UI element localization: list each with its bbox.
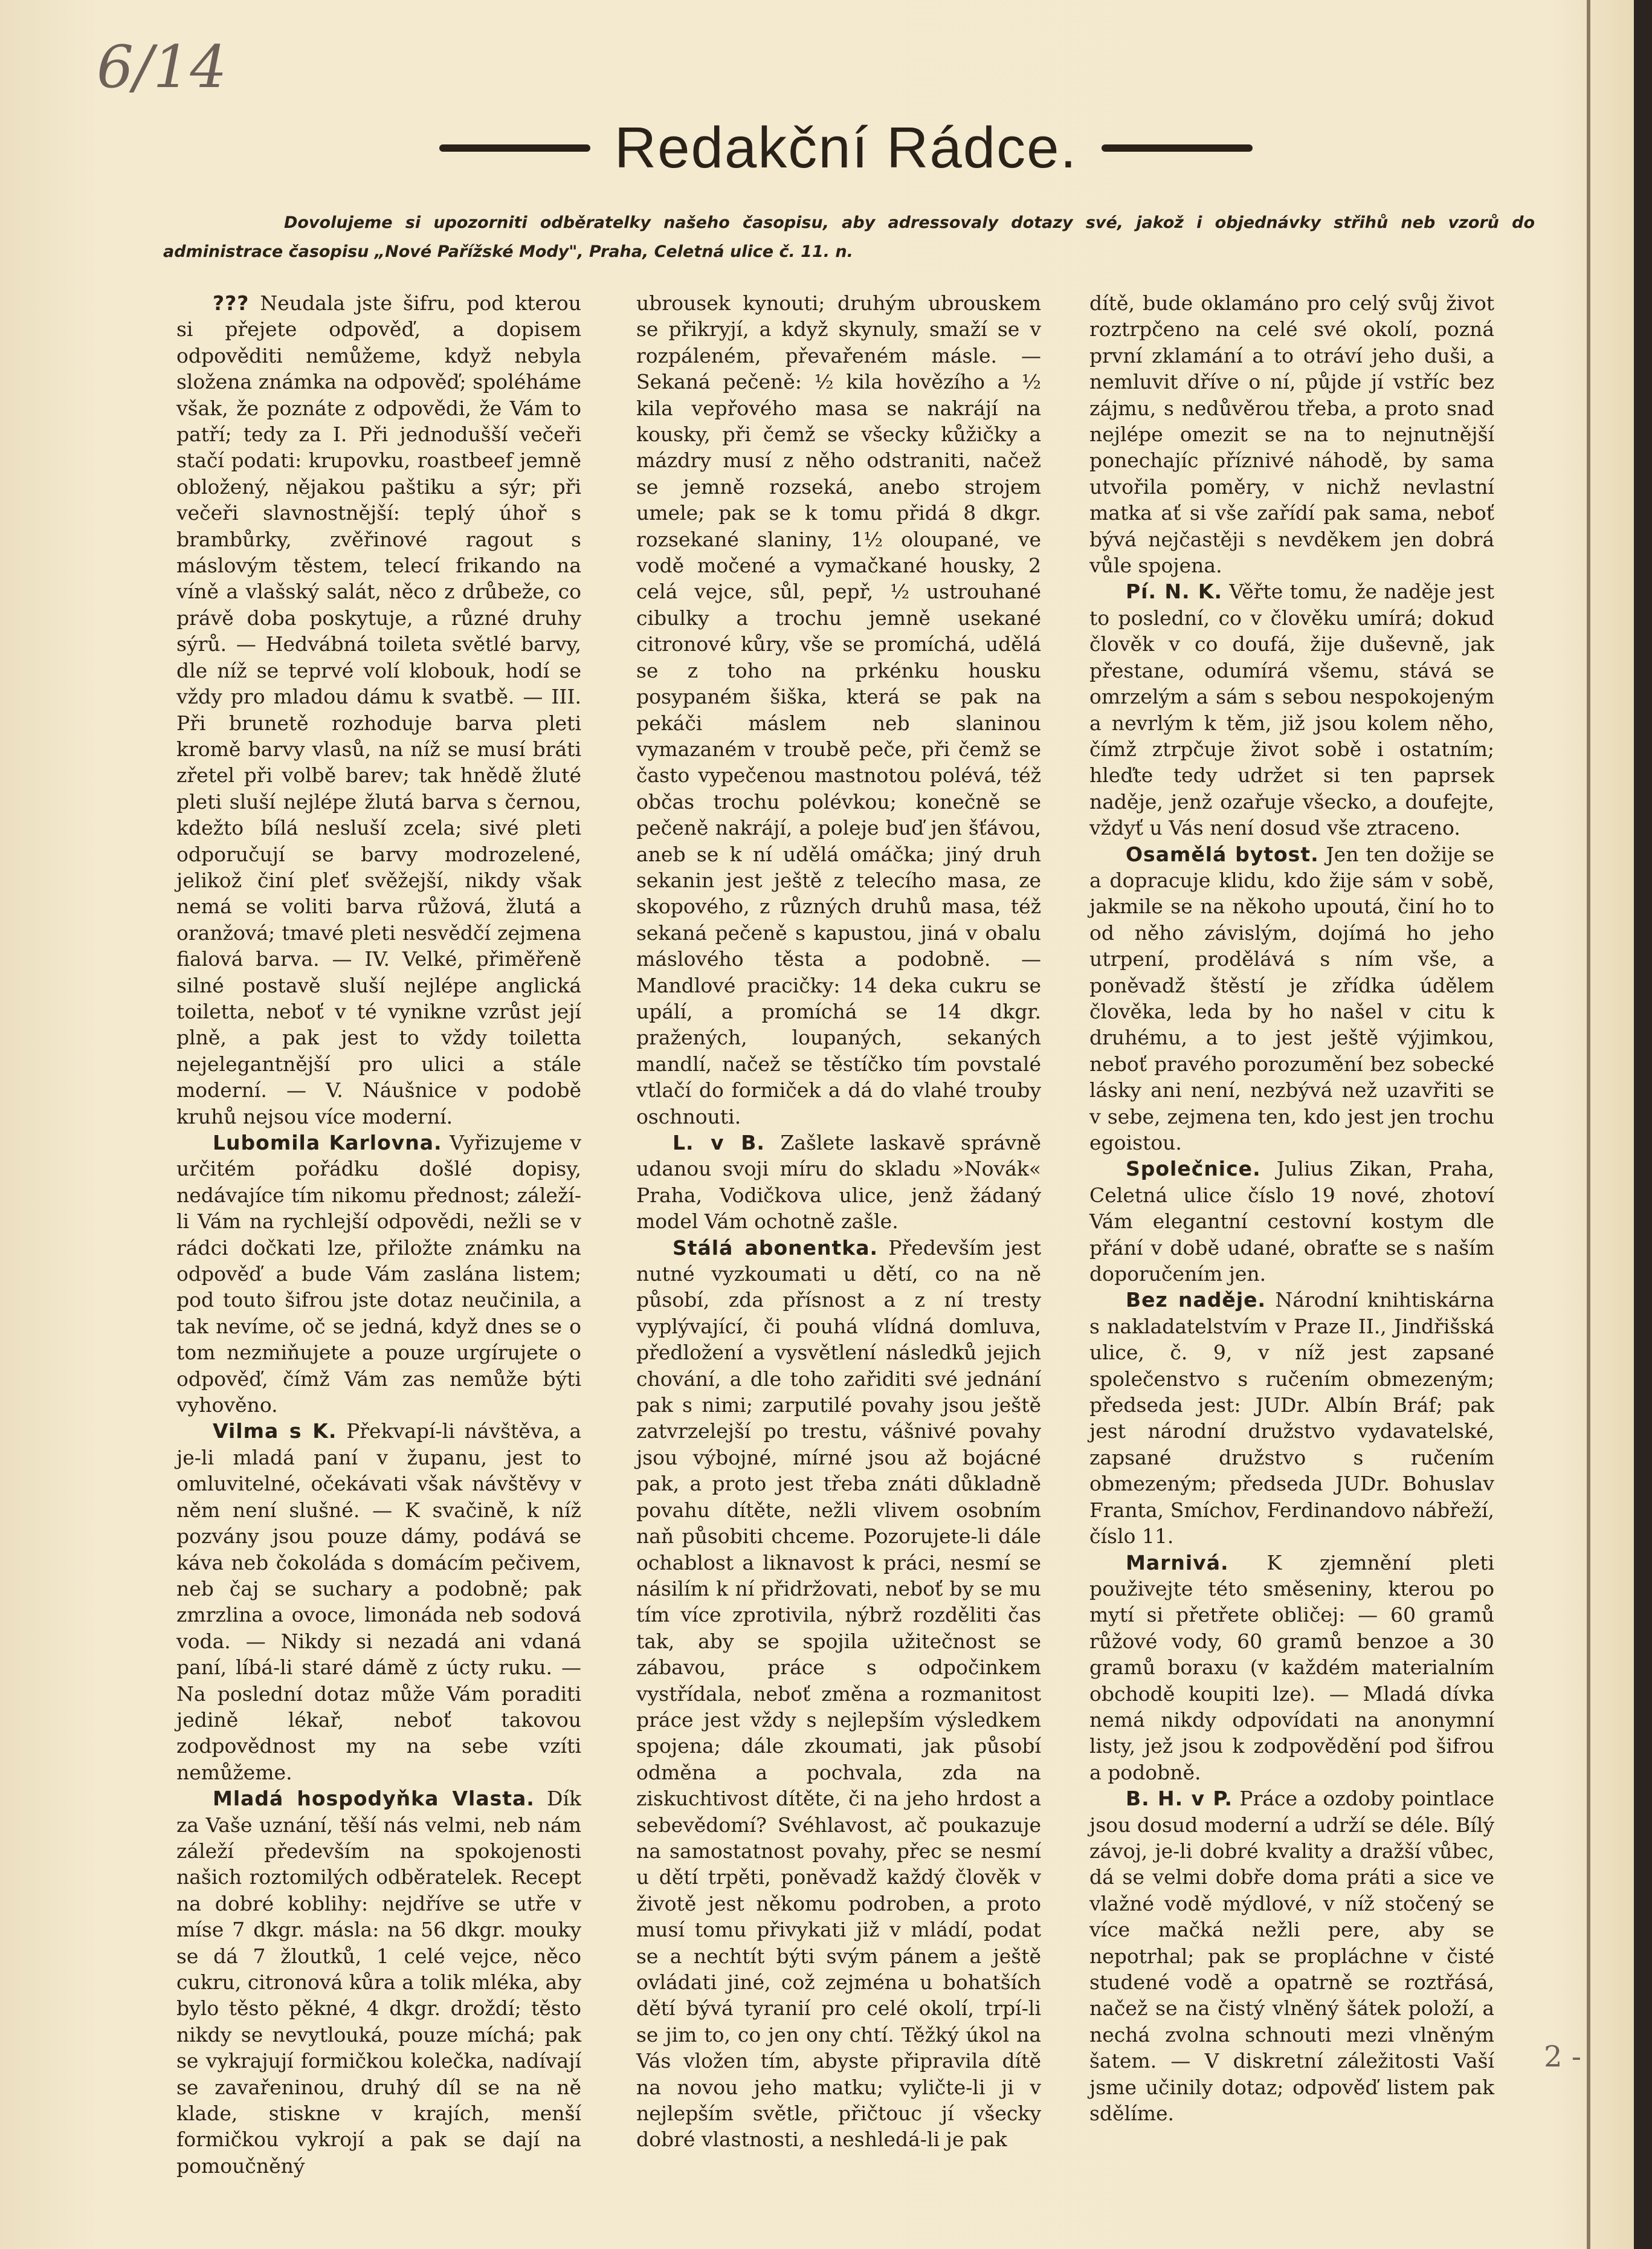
entry-text: Národní knihtiskárna s nakladatelstvím v Praze II., Jindřišská ulice, č. 9, v níž jest zapsané společenstvo s ručením obmezeným; předseda jest: JUDr. Albín Bráf; pak jest národní družstvo vydavatelské, zapsané družstvo s ručením obmezeným; předseda JUDr. Bohuslav Franta, Smíchov, Ferdinandovo nábřeží, číslo 11. [1089, 1288, 1495, 1548]
column-2 [636, 290, 1041, 2153]
handwritten-note: 6/14 [97, 33, 227, 101]
entry-name: Marnivá. [1126, 1550, 1229, 1574]
entry-name: Pí. N. K. [1126, 580, 1222, 604]
entry-text: Především jest nutné vyzkoumati u dětí, co na ně působí, zda přísnost a z ní tresty vyplývající, či pouhá vlídná domluva, předložení a vysvětlení následků jejich chování, a dle toho zařiditi své jednání pak s nimi; zarputilé povahy jsou ještě zatvrzelejší po trestu, vášnivé povahy jsou výbojné, mírné jsou až bojácné pak, a proto jest třeba znáti důkladně povahu dítěte, nežli vlivem osobním naň působiti chceme. Pozorujete-li dále ochablost a liknavost k práci, nesmí se násilím k ní přidržovati, neboť by se mu tím více zprotivila, nýbrž rozděliti čas tak, aby se spojila užitečnost se zábavou, práce s odpočinkem vystřídala, neboť změna a rozmanitost práce jest vždy s nejlepším výsledkem spojena; dále zkoumati, jak působí odměna a pochvala, zda na ziskuchtivost dítěte, či na jeho hrdost a sebevědomí? Svéhlavost, ač poukazuje na samostatnost povahy, přec se nesmí u dětí trpěti, poněvadž každý člověk v životě jest někomu podroben, a proto musí tomu přivykati již v mládí, podat se a nechtít býti svým pánem a ještě ovládati jiné, což zejména u bohatších dětí bývá tyranií pro celé okolí, trpí-li se jim to, co jen ony chtí. Těžký úkol na Vás vložen tím, abyste připravila dítě na novou jeho matku; vyličte-li ji v nejlepším světle, přičtouc jí všecky dobré vlastnosti, a neshledá-li je pak [636, 1235, 1041, 2152]
entry [636, 1130, 1041, 1235]
entry [1089, 1550, 1494, 1786]
entry [176, 290, 581, 1130]
entry-text: Julius Zikan, Praha, Celetná ulice číslo 19 nové, zhotoví Vám elegantní cestovní kostym dle přání v době udané, obraťte se s naším doporučením jen. [1089, 1157, 1494, 1286]
entry [1089, 290, 1494, 578]
page-edge-line [1587, 0, 1590, 2249]
entry [1089, 1287, 1494, 1549]
entry [176, 1418, 581, 1785]
entry [1089, 841, 1494, 1156]
entry [636, 1235, 1041, 2153]
entry-name: Lubomila Karlovna. [213, 1131, 442, 1154]
entry-name: Společnice. [1126, 1157, 1261, 1181]
entry-name: Osamělá bytost. [1126, 842, 1319, 866]
entry-name: Vilma s K. [213, 1419, 337, 1443]
entry [1089, 578, 1494, 841]
entry-name: B. H. v P. [1126, 1787, 1233, 1811]
entry-text: Práce a ozdoby pointlace jsou dosud moderní a udrží se déle. Bílý závoj, je-li dobré kvality a dražší vůbec, dá se velmi dobře doma práti a sice ve vlažné vodě mýdlové, v níž stočený se více mačká nežli pere, aby se nepotrhal; pak se propláchne v čisté studené vodě a opatrně se roztřásá, načež se na čistý vlněný šátek položí, a nechá zvolna schnouti mezi vlněným šatem. — V diskretní záležitosti Vaší jsme učinily dotaz; odpověď listem pak sdělíme. [1089, 1787, 1495, 2126]
entry-text: ubrousek kynouti; druhým ubrouskem se přikryjí, a když skynuly, smaží se v rozpáleném, převařeném másle. — Sekaná pečeně: ½ kila hovězího a ½ kila vepřového masa se nakrájí na kousky, při čemž se všecky kůžičky a mázdry musí z něho odstraniti, načež se jemně rozseká, anebo strojem umele; pak se k tomu přidá 8 dkgr. rozsekané slaniny, 1½ oloupané, ve vodě močené a vymačkané housky, 2 celá vejce, sůl, pepř, ½ ustrouhané cibulky a trochu jemně usekané citronové kůry, vše se promíchá, udělá se z toho na prkénku housku posypaném šiška, která se pak na pekáči máslem neb slaninou vymazaném v troubě peče, při čemž se často vypečenou mastnotou polévá, též občas trochu polévkou; konečně se pečeně nakrájí, a poleje buď jen šťávou, aneb se k ní udělá omáčka; jiný druh sekanin jest ještě z telecího masa, ze skopového, z různých druhů masa, též sekaná pečeně s kapustou, jiná v obalu máslového těsta a podobně. — Mandlové pracičky: 14 deka cukru se upálí, a promíchá se 14 dkgr. pražených, loupaných, sekaných mandlí, načež se těstíčko tím povstalé vtlačí do formiček a dá do vlahé trouby oschnouti. [636, 291, 1041, 1128]
entry [1089, 1156, 1494, 1287]
scan-border [1634, 0, 1652, 2249]
entry-text: Jen ten dožije se a dopracuje klidu, kdo žije sám v sobě, jakmile se na někoho upoutá, činí ho to od něho závislým, dojímá ho jeho utrpení, prodělává s ním vše, a poněvadž štěstí je zřídka údělem člověka, leda by ho našel v citu k druhému, a to jest ještě výjimkou, neboť pravého porozumění bez sobecké lásky ani není, nezbývá než uzavřiti se v sebe, zejmena ten, kdo jest jen trochu egoistou. [1089, 842, 1495, 1154]
page-title: Redakční Rádce. [614, 115, 1078, 180]
entry-name: L. v B. [673, 1131, 765, 1154]
entry-name: ??? [213, 291, 250, 315]
entry-text: Dík za Vaše uznání, těší nás velmi, neb nám záleží především na spokojenosti našich roztomilých odběratelek. Recept na dobré koblihy: nejdříve se utře v míse 7 dkgr. másla: na 56 dkgr. mouky se dá 7 žloutků, 1 celé vejce, něco cukru, citronová kůra a tolik mléka, aby bylo těsto pěkné, 4 dkgr. droždí; těsto nikdy se nevytlouká, pouze míchá; pak se vykrajují formičkou kolečka, nadívají se zavařeninou, druhý díl se na ně klade, stiskne v krajích, menší formičkou vykrojí a pak se dají na pomoučněný [176, 1787, 581, 2178]
entry [636, 290, 1041, 1130]
entry [1089, 1785, 1494, 2126]
entry [176, 1130, 581, 1418]
margin-pencil-mark: 2 - [1544, 2040, 1582, 2074]
entry-name: Bez naděje. [1126, 1288, 1266, 1312]
column-3 [1089, 290, 1494, 2126]
entry-name: Mladá hospodyňka Vlasta. [213, 1787, 535, 1811]
entry-text: K zjemnění pleti použivejte této směseniny, kterou po mytí si přetřete obličej: — 60 gramů růžové vody, 60 gramů benzoe a 30 gramů boraxu (v každém materialním obchodě koupiti lze). — Mladá dívka nemá nikdy odpovídati na anonymní listy, jež jsou k zodpovědění pod šifrou a podobně. [1089, 1550, 1495, 1784]
entry-text: Vyřizujeme v určitém pořádku došlé dopisy, nedávajíce tím nikomu přednost; záleží-li Vám na rychlejší odpovědi, nežli se v rádci dočkati lze, přiložte známku na odpověď a bude Vám zaslána listem; pod touto šifrou jste dotaz neučinila, a tak nevíme, oč se jedná, když dnes se o tom nezmiňujete a pouze urgírujete o odpověď, čímž Vám zas nemůže býti vyhověno. [176, 1131, 581, 1417]
entry-text: Zašlete laskavě správně udanou svoji míru do skladu »Novák« Praha, Vodičkova ulice, jenž žádaný model Vám ochotně zašle. [636, 1131, 1041, 1234]
title-rule-right [1102, 144, 1253, 152]
entry-name: Stálá abonentka. [673, 1235, 879, 1260]
entry-text: Věřte tomu, že naděje jest to poslední, co v člověku umírá; dokud člověk v co doufá, žije duševně, jak přestane, odumírá všemu, stává se omrzelým a sám s sebou nespokojeným a nevrlým k těm, již jsou kolem něho, čímž ztrpčuje život sobě i ostatním; hleďte tedy udržet si ten paprsek naděje, jenž ozařuje všecko, a doufejte, vždyť u Vás není dosud vše ztraceno. [1089, 580, 1494, 840]
entry-text: dítě, bude oklamáno pro celý svůj život roztrpčeno na celé své okolí, pozná první zklamání a to otráví jeho duši, a nemluvit dříve o ní, půjde jí vstříc bez zájmu, s nedůvěrou třeba, a proto snad nejlépe omezit se na to nejnutnější ponechajíc příznivé náhodě, by sama utvořila poměry, v nichž nevlastní matka ať si vše zařídí pak sama, neboť bývá nejčastěji s nevděkem jen dobrá vůle spojena. [1089, 291, 1494, 578]
entry-text: Neudala jste šifru, pod kterou si přejete odpověď, a dopisem odpověditi nemůžeme, když nebyla složena známka na odpověď; spoléháme však, že poznáte z odpovědi, že Vám to patří; tedy za I. Při jednodušší večeři stačí podati: krupovku, roastbeef jemně obložený, nějakou paštiku a sýr; při večeři slavnostnější: teplý úhoř s brambůrky, zvěřinové ragout s máslovým těstem, telecí frikando na víně a vlašský salát, něco z drůbeže, co právě doba poskytuje, a různé druhy sýrů. — Hedvábná toileta světlé barvy, dle níž se teprvé volí klobouk, hodí se vždy pro mladou dámu k svatbě. — III. Při brunetě rozhoduje barva pleti kromě barvy vlasů, na níž se musí bráti zřetel při volbě barev; tak hnědě žluté pleti sluší nejlépe žlutá barva s černou, kdežto bílá nesluší zcela; sivé pleti odporučují se barvy modrozelené, jelikož činí pleť svěžejší, nikdy však nemá se voliti barva růžová, žlutá a oranžová; tmavé pleti nesvědčí zejmena fialová barva. — IV. Velké, přiměřeně silné postavě sluší nejlépe anglická toiletta, neboť v té vynikne vzrůst její plně, a pak jest to vždy toiletta nejelegantnější pro ulici a stále moderní. — V. Náušnice v podobě kruhů nejsou více moderní. [176, 291, 581, 1128]
column-1 [176, 290, 581, 2179]
entry [176, 1785, 581, 2179]
title-rule-left [439, 144, 590, 152]
entry-text: Překvapí-li návštěva, a je-li mladá paní v županu, jest to omluvitelné, očekávati však návštěvy v něm není slušné. — K svačině, k níž pozvány jsou pouze dámy, podává se káva neb čokoláda s domácím pečivem, neb čaj se suchary a podobně; pak zmrzlina a ovoce, limonáda neb sodová voda. — Nikdy si nezadá ani vdaná paní, líbá-li staré dámě z úcty ruku. — Na poslední dotaz může Vám poraditi jedině lékař, neboť takovou zodpovědnost my na sebe vzíti nemůžeme. [176, 1419, 581, 1784]
intro-notice: Dovolujeme si upozorniti odběratelky našeho časopisu, aby adressovaly dotazy své, jakož i objednávky střihů neb vzorů do administrace časopisu „Nové Pařížské Mody", Praha, Celetná ulice č. 11. n. [163, 213, 1535, 261]
title-block [423, 103, 1269, 193]
